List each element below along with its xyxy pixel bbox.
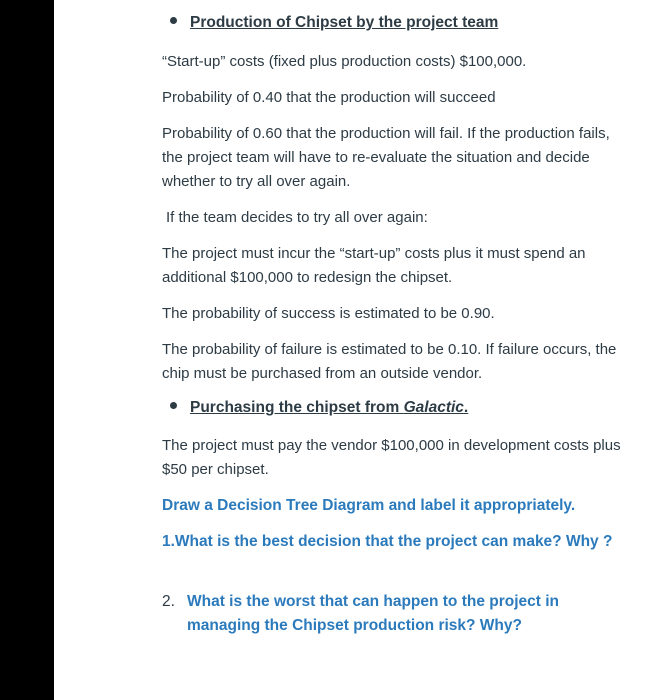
paragraph-redesign-cost: The project must incur the “start-up” costs plus it must spend an additional $100,000 to redesign the chipset. [162,245,586,286]
bullet-purchase-text: Purchasing the chipset from [190,399,404,416]
bullet-purchase-option [170,399,468,417]
bullet-dot-icon [170,17,177,24]
paragraph-success-probability: Probability of 0.40 that the production will succeed [162,89,496,106]
bullet-purchase-end: . [463,399,469,416]
paragraph-retry-success: The probability of success is estimated to be 0.90. [162,305,495,322]
bullet-dot-icon [170,402,177,409]
vendor-name: Galactic [403,399,464,416]
paragraph-try-again: If the team decides to try all over again: [166,209,428,226]
paragraph-failure-probability: Probability of 0.60 that the production will fail. If the production fails, the project team will have to re-evaluate the situation and decide whether to try all over again. [162,125,610,190]
bullet-production-option [170,14,498,32]
left-black-bar [0,0,54,700]
paragraph-retry-failure: The probability of failure is estimated to be 0.10. If failure occurs, the chip must be purchased from an outside vendor. [162,341,617,382]
paragraph-startup-costs: “Start-up” costs (fixed plus production costs) $100,000. [162,53,527,70]
question-worst-case [162,590,632,638]
bullet-purchase-label [190,399,468,417]
question-number: 2. [162,593,175,610]
bullet-production-label: Production of Chipset by the project team [190,14,499,31]
question-best-decision: 1.What is the best decision that the project can make? Why ? [162,533,613,550]
paragraph-vendor-cost: The project must pay the vendor $100,000 in development costs plus $50 per chipset. [162,437,621,478]
question-worst-case-text: What is the worst that can happen to the project in managing the Chipset production risk? Why? [187,593,560,634]
question-draw-tree: Draw a Decision Tree Diagram and label it appropriately. [162,497,576,514]
